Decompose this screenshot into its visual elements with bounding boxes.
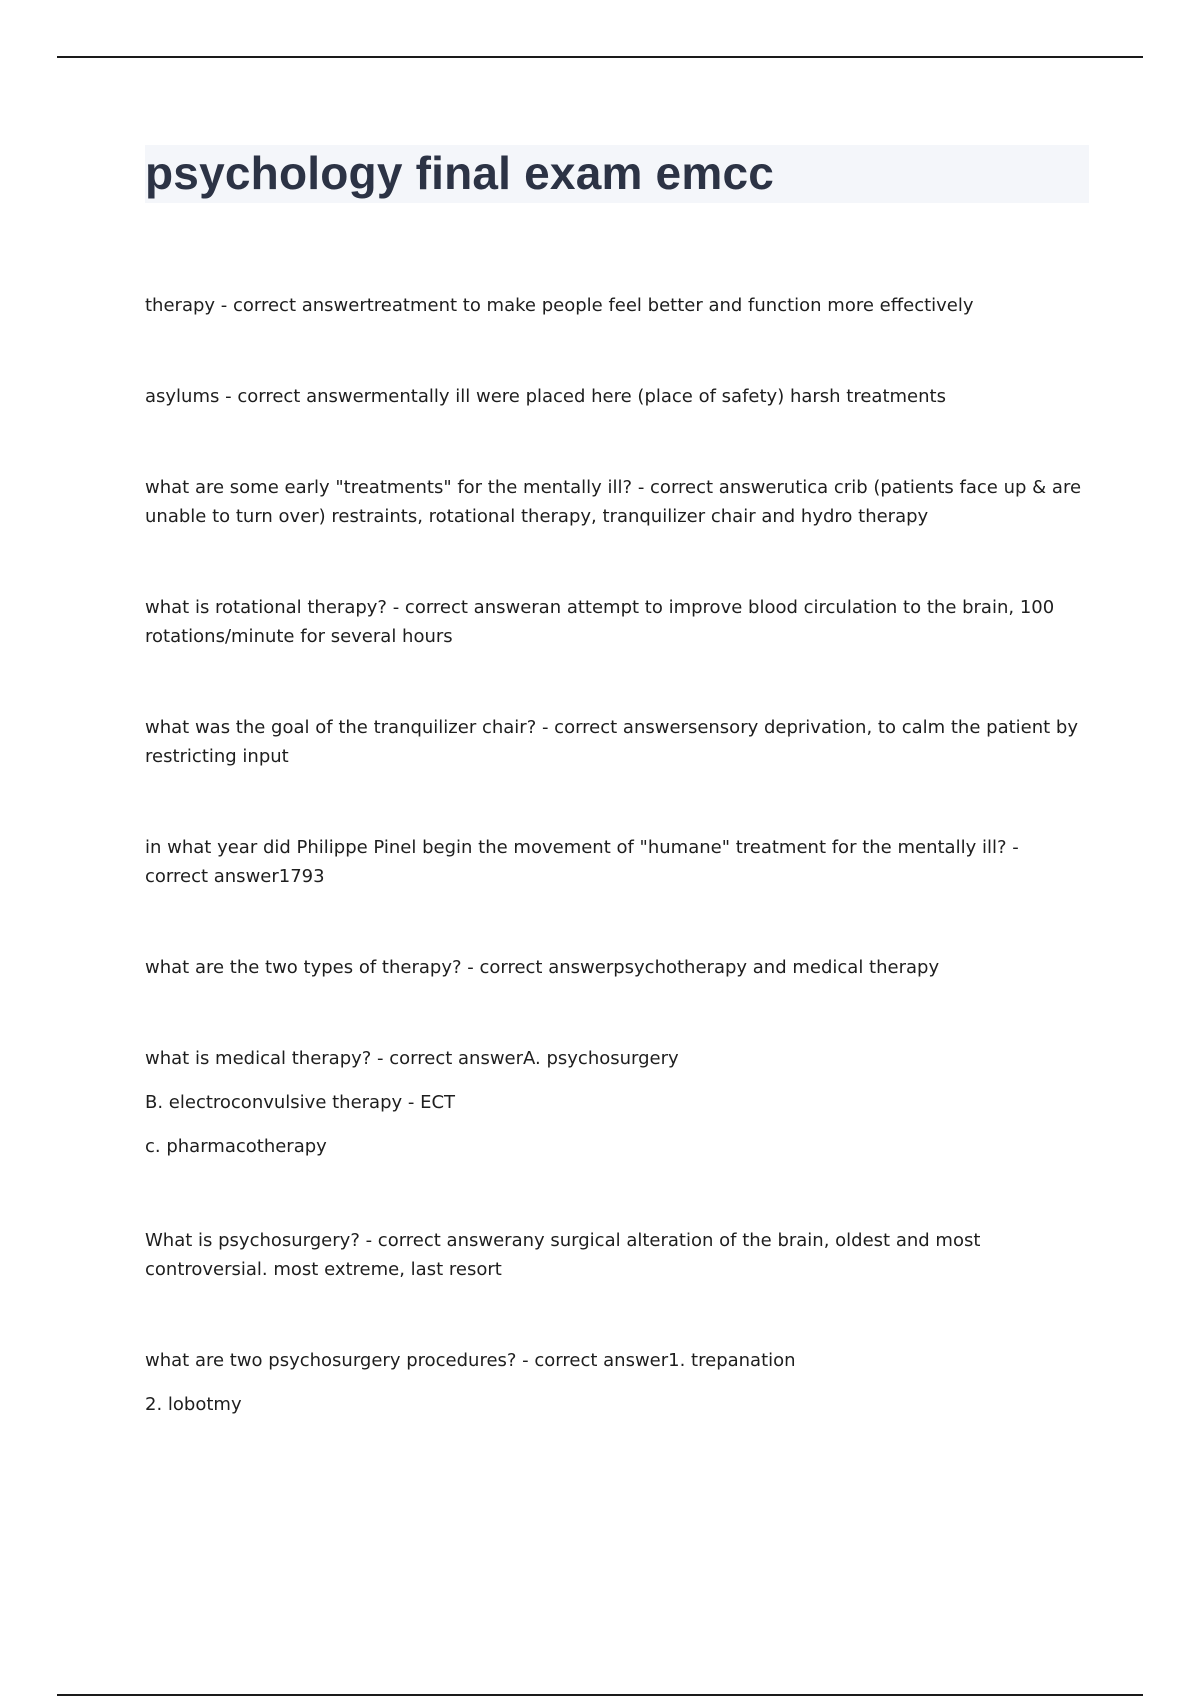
- qa-text: therapy - correct answertreatment to make people feel better and function more effectively: [145, 295, 974, 316]
- qa-entry: [145, 953, 1085, 982]
- qa-entry: [145, 473, 1085, 531]
- qa-entry: [145, 1044, 1085, 1161]
- qa-text: asylums - correct answermentally ill were placed here (place of safety) harsh treatments: [145, 386, 946, 407]
- qa-text: in what year did Philippe Pinel begin the movement of "humane" treatment for the mentally ill? - correct answer1793: [145, 837, 1019, 887]
- qa-text: What is psychosurgery? - correct answerany surgical alteration of the brain, oldest and most controversial. most extreme, last resort: [145, 1230, 981, 1280]
- qa-entry: [145, 713, 1085, 771]
- document-title: psychology final exam emcc: [145, 147, 775, 199]
- qa-entry: [145, 382, 1085, 411]
- qa-text: c. pharmacotherapy: [145, 1136, 327, 1157]
- qa-text: what are the two types of therapy? - correct answerpsychotherapy and medical therapy: [145, 957, 940, 978]
- qa-text: B. electroconvulsive therapy - ECT: [145, 1092, 456, 1113]
- qa-entry: [145, 291, 1085, 320]
- qa-entry: [145, 1346, 1085, 1419]
- qa-text: what was the goal of the tranquilizer chair? - correct answersensory deprivation, to calm the patient by restricting input: [145, 717, 1078, 767]
- qa-text: what are some early "treatments" for the mentally ill? - correct answerutica crib (patients face up & are unable to turn over) restraints, rotational therapy, tranquilizer chair and hydro therapy: [145, 477, 1082, 527]
- qa-entry: [145, 1226, 1085, 1284]
- qa-text: 2. lobotmy: [145, 1394, 242, 1415]
- bottom-divider: [57, 1694, 1143, 1696]
- qa-text: what is medical therapy? - correct answerA. psychosurgery: [145, 1048, 679, 1069]
- qa-text: what are two psychosurgery procedures? - correct answer1. trepanation: [145, 1350, 796, 1371]
- qa-text: what is rotational therapy? - correct answeran attempt to improve blood circulation to the brain, 100 rotations/minute for several hours: [145, 597, 1055, 647]
- qa-entry: [145, 833, 1085, 891]
- qa-entry: [145, 593, 1085, 651]
- top-divider: [57, 56, 1143, 58]
